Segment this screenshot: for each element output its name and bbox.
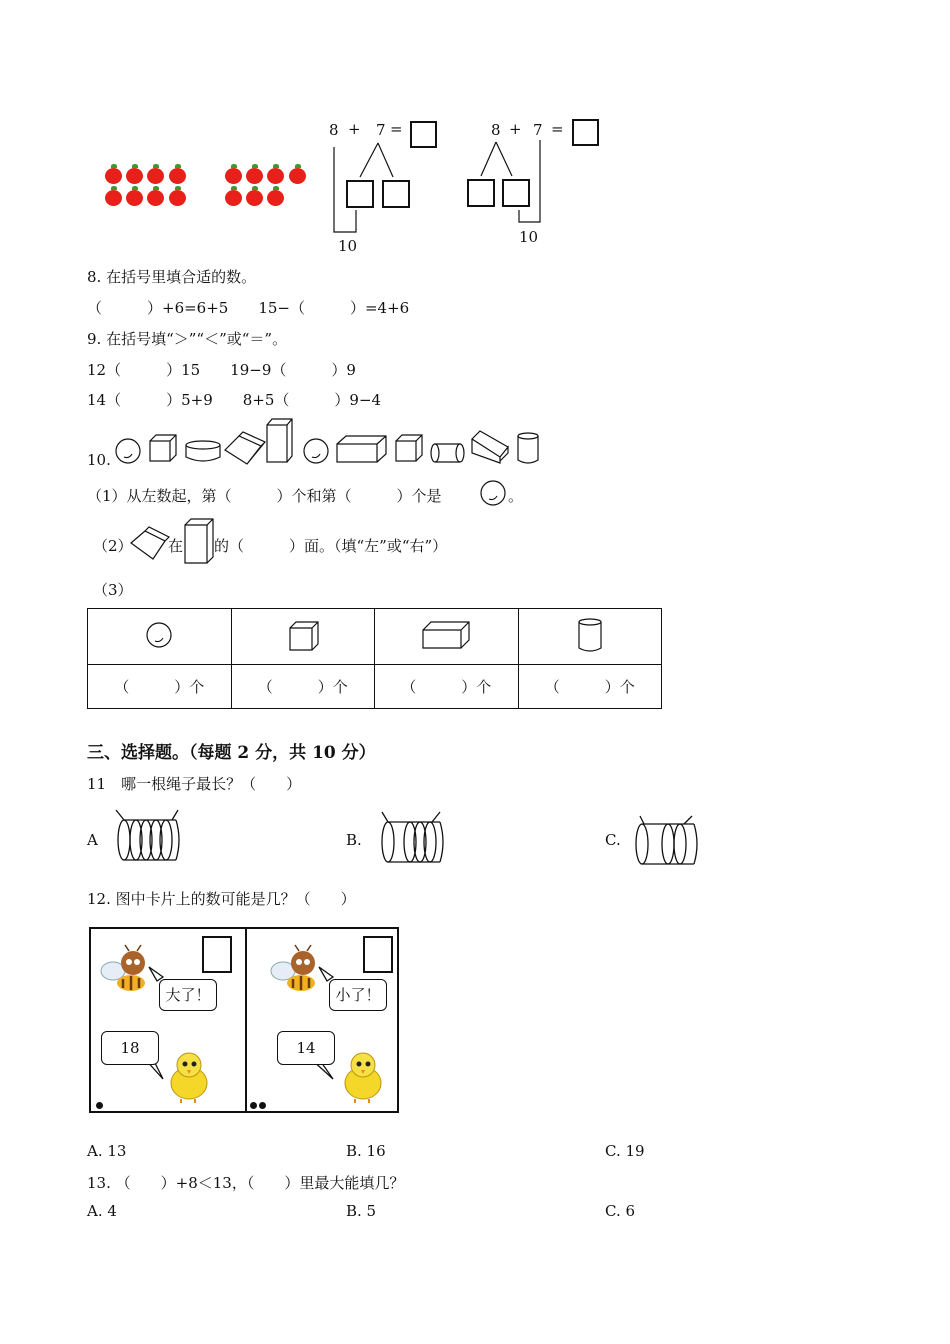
tilted-cuboid-icon: [472, 431, 508, 463]
bubble-left: 大了！: [159, 979, 217, 1011]
table-header-cylinder: [518, 609, 662, 665]
tilted-cube-icon: [128, 525, 168, 565]
q10-sub2-label: （2）: [93, 537, 133, 555]
tilted-cube-icon: [225, 432, 265, 464]
tall-cuboid-icon: [183, 517, 217, 567]
shape-count-table: [87, 608, 662, 709]
q10-sub1: （1）从左数起，第（ ）个和第（ ）个是: [87, 487, 442, 505]
cube-icon: [150, 435, 176, 461]
bubble-right: 小了！: [329, 979, 387, 1011]
q9-title: 9. 在括号填“＞”“＜”或“＝”。: [87, 330, 288, 348]
right-addend-a: 8: [491, 121, 501, 139]
page-dot-2a: [250, 1102, 257, 1109]
guess-bubble-right: 14: [277, 1031, 335, 1065]
q8-title: 8. 在括号里填合适的数。: [87, 268, 257, 286]
q10-sub3-label: （3）: [93, 581, 133, 599]
table-cell-cube-count[interactable]: （ ）个: [231, 665, 375, 709]
q10-number: 10.: [87, 451, 111, 469]
guess-bubble-left: 18: [101, 1031, 159, 1065]
flat-cylinder-icon: [186, 441, 220, 461]
tall-cuboid-icon: [267, 419, 292, 462]
left-bracket-lines: [0, 0, 950, 260]
sphere-icon: [116, 439, 140, 463]
chick-icon: [163, 1047, 213, 1103]
table-cell-cylinder-count[interactable]: （ ）个: [518, 665, 662, 709]
right-split-box-2[interactable]: [502, 179, 530, 207]
q10-sub2-in: 在: [168, 537, 184, 555]
table-header-cuboid: [375, 609, 519, 665]
q13-option-b[interactable]: B. 5: [346, 1202, 377, 1220]
lying-cylinder-icon: [431, 444, 464, 462]
q13-option-c[interactable]: C. 6: [605, 1202, 636, 1220]
left-ten-label: 10: [338, 237, 358, 255]
q13-option-a[interactable]: A. 4: [87, 1202, 117, 1220]
right-plus: +: [509, 120, 522, 138]
q9-line2: 14（ ）5+9 8+5（ ）9−4: [87, 391, 382, 409]
q12-option-c[interactable]: C. 19: [605, 1142, 645, 1160]
right-split-box-1[interactable]: [467, 179, 495, 207]
q10-sub2-rest: 的（ ）面。（填“左”或“右”）: [214, 537, 448, 555]
chick-icon: [337, 1047, 387, 1103]
right-ten-label: 10: [519, 228, 539, 246]
page-dot-2b: [259, 1102, 266, 1109]
q10-sub1-end: 。: [508, 487, 524, 505]
section-3-title: 三、选择题。（每题 2 分，共 10 分）: [87, 743, 376, 763]
q10-shape-row: [0, 415, 950, 475]
long-cuboid-icon: [337, 436, 386, 462]
q11-title: 11 哪一根绳子最长？（ ）: [87, 775, 302, 793]
table-cell-cuboid-count[interactable]: （ ）个: [375, 665, 519, 709]
long-cuboid-icon: [419, 620, 473, 650]
right-equals: =: [551, 120, 564, 138]
page-dot-1: [96, 1102, 103, 1109]
q12-option-b[interactable]: B. 16: [346, 1142, 386, 1160]
cube-icon: [286, 618, 320, 652]
q11-option-b[interactable]: B.: [346, 831, 362, 849]
right-answer-box[interactable]: [572, 119, 599, 146]
q11-option-c[interactable]: C.: [605, 831, 621, 849]
left-addend-a: 8: [329, 121, 339, 139]
rope-coil-c-icon: [630, 812, 710, 872]
table-cell-sphere-count[interactable]: （ ）个: [88, 665, 232, 709]
q12-option-a[interactable]: A. 13: [87, 1142, 127, 1160]
left-plus: +: [348, 120, 361, 138]
cube-icon: [396, 435, 422, 461]
sphere-icon: [304, 439, 328, 463]
cylinder-icon: [576, 616, 604, 654]
table-header-cube: [231, 609, 375, 665]
cylinder-icon: [518, 433, 538, 463]
q8-line1: （ ）+6=6+5 15−（ ）=4+6: [87, 299, 410, 317]
table-header-sphere: [88, 609, 232, 665]
q12-picture: [89, 927, 399, 1113]
sphere-icon: [479, 479, 509, 509]
right-addend-b: 7: [533, 121, 543, 139]
sphere-icon: [144, 620, 174, 650]
q12-title: 12. 图中卡片上的数可能是几？（ ）: [87, 890, 356, 908]
left-equals: =: [390, 120, 403, 138]
q11-option-a[interactable]: A: [87, 831, 98, 849]
rope-coil-b-icon: [376, 810, 456, 870]
rope-coil-a-icon: [112, 808, 192, 868]
left-addend-b: 7: [376, 121, 386, 139]
q9-line1: 12（ ）15 19−9（ ）9: [87, 361, 356, 379]
q13-title: 13. （ ）+8＜13，（ ）里最大能填几？: [87, 1174, 405, 1192]
